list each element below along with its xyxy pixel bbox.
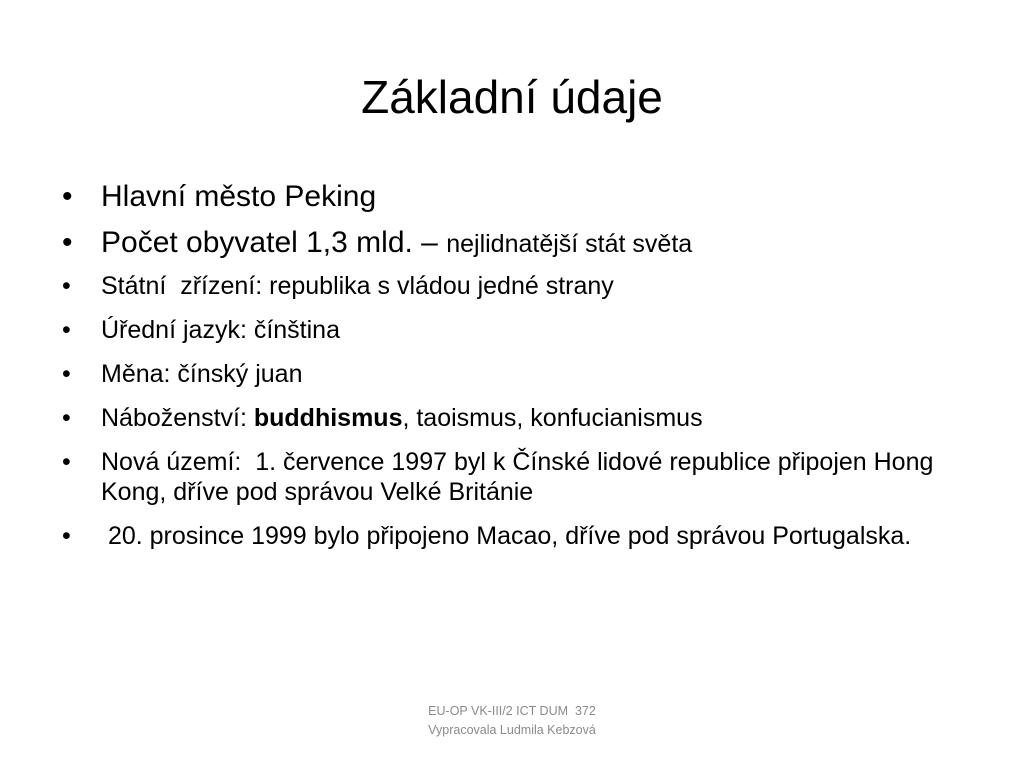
- list-item-text: Státní zřízení: republika s vládou jedné strany: [101, 272, 614, 300]
- slide-title: Základní údaje: [361, 71, 663, 123]
- list-item-emphasis: buddhismus: [253, 404, 403, 432]
- list-item-rest: , taoismus, konfucianismus: [402, 404, 703, 432]
- list-item-text: 20. prosince 1999 bylo připojeno Macao, dříve pod správou Portugalska.: [101, 522, 912, 550]
- list-item: [60, 403, 960, 433]
- list-item-note: nejlidnatější stát světa: [446, 230, 693, 258]
- bullet-icon: •: [62, 522, 71, 550]
- footer-line-code: EU-OP VK-III/2 ICT DUM 372: [428, 704, 596, 718]
- list-item: [60, 521, 960, 551]
- bullet-icon: •: [62, 360, 71, 388]
- list-item-text: Úřední jazyk: čínština: [101, 316, 340, 344]
- bullet-icon: •: [62, 180, 73, 213]
- list-item: [60, 359, 960, 389]
- footer-line-author: Vypracovala Ludmila Kebzová: [428, 723, 596, 737]
- list-item-text: Měna: čínský juan: [101, 360, 303, 388]
- list-item: [60, 178, 960, 216]
- bullet-icon: •: [62, 404, 71, 432]
- bullet-list: [60, 178, 960, 565]
- bullet-icon: •: [62, 316, 71, 344]
- list-item: [60, 447, 960, 507]
- list-item-text: Počet obyvatel 1,3 mld. –: [101, 226, 447, 259]
- slide-footer: [362, 702, 662, 740]
- list-item: [60, 315, 960, 345]
- bullet-icon: •: [62, 226, 73, 259]
- list-item-text: Hlavní město Peking: [101, 180, 377, 213]
- list-item: [60, 224, 960, 263]
- bullet-icon: •: [62, 448, 71, 476]
- list-item: [60, 271, 960, 301]
- list-item-text: Nová území: 1. července 1997 byl k Čínské lidové republice připojen Hong Kong, dříve pod správou Velké Británie: [101, 448, 941, 506]
- list-item-prefix: Náboženství:: [101, 404, 254, 432]
- bullet-icon: •: [62, 272, 71, 300]
